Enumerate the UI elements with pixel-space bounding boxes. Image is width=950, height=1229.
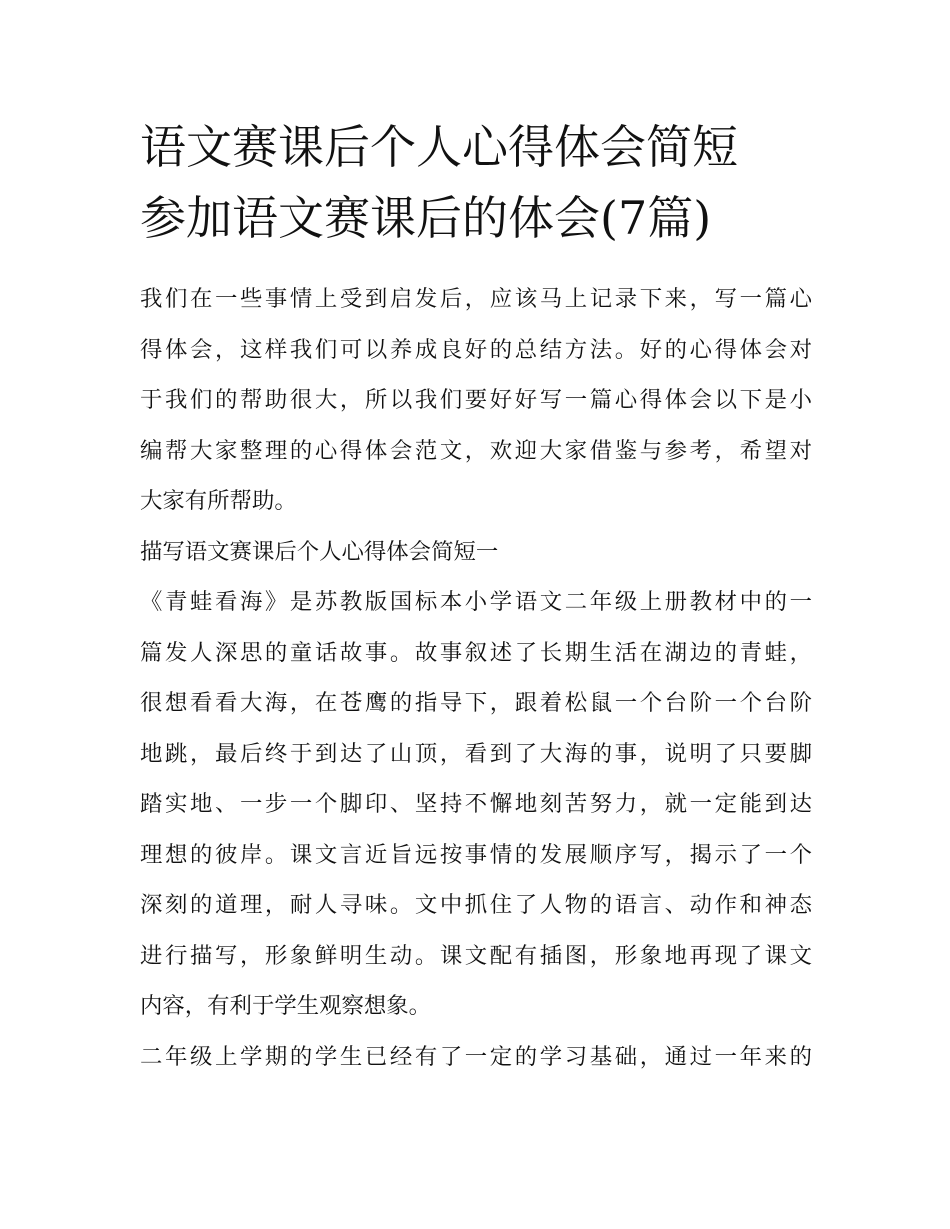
intro-line: 编帮大家整理的心得体会范文，欢迎大家借鉴与参考，希望对: [140, 437, 812, 464]
paragraph-line: 地跳，最后终于到达了山顶，看到了大海的事，说明了只要脚: [140, 740, 812, 767]
intro-line: 于我们的帮助很大，所以我们要好好写一篇心得体会以下是小: [140, 387, 812, 413]
title-line-2: 参加语文赛课后的体会(7篇): [140, 191, 712, 245]
section-paragraph-2: [140, 1032, 812, 1083]
paragraph-line: 很想看看大海，在苍鹰的指导下，跟着松鼠一个台阶一个台阶: [140, 690, 812, 716]
paragraph-line: 《青蛙看海》是苏教版国标本小学语文二年级上册教材中的一: [140, 589, 812, 615]
paragraph-line: 深刻的道理，耐人寻味。文中抓住了人物的语言、动作和神态: [140, 892, 812, 918]
paragraph-line: 二年级上学期的学生已经有了一定的学习基础，通过一年来的: [140, 1043, 812, 1070]
section-paragraph-1: [140, 577, 812, 1032]
paragraph-line: 踏实地、一步一个脚印、坚持不懈地刻苦努力，就一定能到达: [140, 791, 812, 817]
document-title: [140, 112, 812, 254]
paragraph-line: 进行描写，形象鲜明生动。课文配有插图，形象地再现了课文: [140, 942, 812, 969]
paragraph-line: 内容，有利于学生观察想象。: [140, 993, 432, 1019]
intro-line: 我们在一些事情上受到启发后，应该马上记录下来，写一篇心: [140, 286, 812, 312]
paragraph-line: 篇发人深思的童话故事。故事叙述了长期生活在湖边的青蛙，: [140, 639, 812, 666]
title-line-1: 语文赛课后个人心得体会简短: [140, 120, 738, 174]
paragraph-line: 理想的彼岸。课文言近旨远按事情的发展顺序写，揭示了一个: [140, 841, 812, 868]
intro-line: 得体会，这样我们可以养成良好的总结方法。好的心得体会对: [140, 336, 812, 363]
intro-line: 大家有所帮助。: [140, 488, 297, 514]
section-heading: 描写语文赛课后个人心得体会简短一: [140, 538, 499, 565]
intro-paragraph: [140, 274, 812, 527]
document-page: [140, 112, 812, 1082]
